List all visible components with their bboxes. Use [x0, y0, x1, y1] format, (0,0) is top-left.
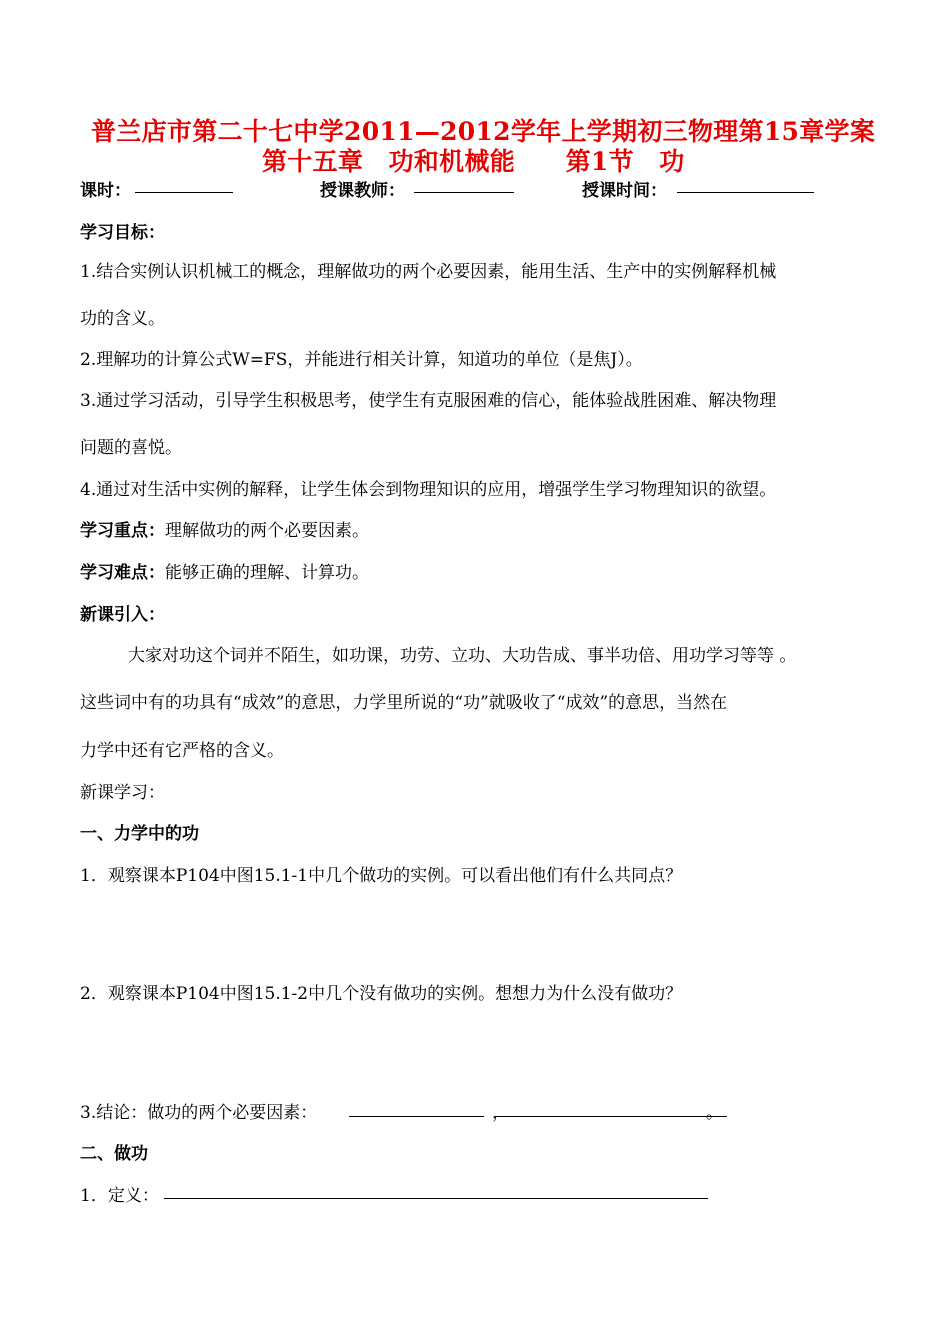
- intro-heading: 新课引入：: [80, 605, 165, 625]
- lesson-count-label: 课时：: [80, 181, 131, 201]
- time-label: 授课时间：: [582, 181, 667, 201]
- objective-3-line1: 3.通过学习活动，引导学生积极思考，使学生有克服困难的信心，能体验战胜困难、解决物理: [80, 391, 777, 411]
- new-lesson-heading: 新课学习：: [80, 783, 165, 803]
- question-2: 2．观察课本P104中图15.1-2中几个没有做功的实例。想想力为什么没有做功？: [80, 984, 683, 1004]
- conclusion-label: 3.结论：做功的两个必要因素：: [80, 1103, 318, 1123]
- definition-label: 1．定义：: [80, 1186, 159, 1206]
- conclusion-comma: ，: [492, 1103, 509, 1123]
- key-point-text: 理解做功的两个必要因素。: [165, 521, 369, 541]
- difficulty-text: 能够正确的理解、计算功。: [165, 563, 369, 583]
- question-1: 1．观察课本P104中图15.1-1中几个做功的实例。可以看出他们有什么共同点？: [80, 866, 683, 886]
- objective-2: 2.理解功的计算公式W=FS，并能进行相关计算，知道功的单位（是焦J）。: [80, 350, 643, 370]
- definition-blank[interactable]: [164, 1180, 708, 1199]
- key-point: [80, 516, 369, 541]
- objective-1-line1: 1.结合实例认识机械工的概念，理解做功的两个必要因素，能用生活、生产中的实例解释机械: [80, 262, 777, 282]
- factor-1-blank[interactable]: [349, 1098, 484, 1117]
- intro-line2: 这些词中有的功具有“成效”的意思，力学里所说的“功”就吸收了“成效”的意思，当然在: [80, 693, 728, 713]
- section2-heading: 二、做功: [80, 1144, 148, 1164]
- objective-1-line2: 功的含义。: [80, 309, 165, 329]
- chapter-title: 第十五章 功和机械能 第1节 功: [262, 147, 685, 176]
- teacher-label: 授课教师：: [320, 181, 405, 201]
- conclusion-end: 。: [706, 1103, 723, 1123]
- objectives-heading: 学习目标：: [80, 223, 165, 243]
- section1-heading: 一、力学中的功: [80, 824, 199, 844]
- intro-line3: 力学中还有它严格的含义。: [80, 741, 284, 761]
- key-point-label: 学习重点：: [80, 521, 165, 541]
- objective-4: 4.通过对生活中实例的解释，让学生体会到物理知识的应用，增强学生学习物理知识的欲望。: [80, 480, 777, 500]
- factor-2-blank[interactable]: [495, 1098, 727, 1117]
- teacher-blank[interactable]: [414, 174, 514, 193]
- intro-line1: 大家对功这个词并不陌生，如功课，功劳、立功、大功告成、事半功倍、用功学习等等 。: [128, 646, 797, 666]
- time-blank[interactable]: [677, 174, 814, 193]
- objective-3-line2: 问题的喜悦。: [80, 438, 182, 458]
- difficulty: [80, 558, 369, 583]
- difficulty-label: 学习难点：: [80, 563, 165, 583]
- document-title: 普兰店市第二十七中学2011—2012学年上学期初三物理第15章学案: [91, 117, 876, 146]
- lesson-count-blank[interactable]: [135, 174, 233, 193]
